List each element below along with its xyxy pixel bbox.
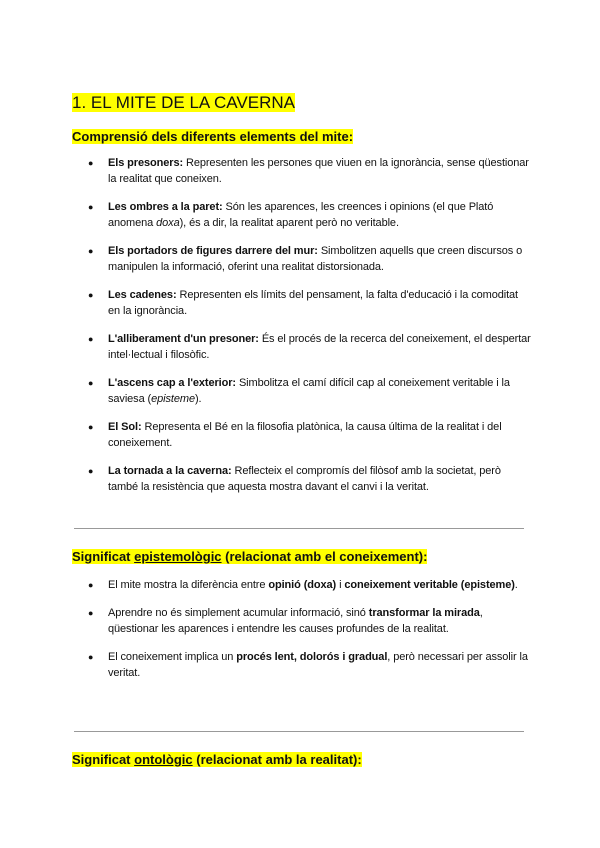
page-title: 1. EL MITE DE LA CAVERNA	[72, 93, 295, 112]
list-item: ● Aprendre no és simplement acumular informació, sinó transformar la mirada, qüestionar les aparences i entendre les causes profundes de la realitat.	[72, 605, 532, 637]
list-item: ● Els portadors de figures darrere del mur: Simbolitzen aquells que creen discursos o manipulen la informació, oferint una realitat distorsionada.	[72, 243, 532, 275]
list-item: ● Els presoners: Representen les persones que viuen en la ignorància, sense qüestionar la realitat que coneixen.	[72, 155, 532, 187]
list-item: ● Les ombres a la paret: Són les aparences, les creences i opinions (el que Plató anomena doxa), és a dir, la realitat aparent però no veritable.	[72, 199, 532, 231]
section-heading-comprehension: Comprensió dels diferents elements del mite:	[72, 129, 354, 144]
list-item: ● La tornada a la caverna: Reflecteix el compromís del filòsof amb la societat, però també la resistència que aquesta mostra davant el canvi i la veritat.	[72, 463, 532, 495]
section-heading-ontological: Significat ontològic (relacionat amb la realitat):	[72, 752, 362, 767]
elements-list	[72, 155, 532, 495]
list-item: ● L'alliberament d'un presoner: És el procés de la recerca del coneixement, el despertar intel·lectual i filosòfic.	[72, 331, 532, 363]
list-item: ● El coneixement implica un procés lent, dolorós i gradual, però necessari per assolir la veritat.	[72, 649, 532, 681]
divider	[74, 528, 524, 529]
section-heading-epistemological: Significat epistemològic (relacionat amb el coneixement):	[72, 549, 428, 564]
list-item: ● Les cadenes: Representen els límits del pensament, la falta d'educació i la comoditat en la ignorància.	[72, 287, 532, 319]
list-item: ● L'ascens cap a l'exterior: Simbolitza el camí difícil cap al coneixement veritable i la saviesa (episteme).	[72, 375, 532, 407]
list-item: ● El mite mostra la diferència entre opinió (doxa) i coneixement veritable (episteme).	[72, 577, 532, 593]
list-item: ● El Sol: Representa el Bé en la filosofia platònica, la causa última de la realitat i del coneixement.	[72, 419, 532, 451]
divider	[74, 731, 524, 732]
epistemological-list	[72, 577, 532, 681]
